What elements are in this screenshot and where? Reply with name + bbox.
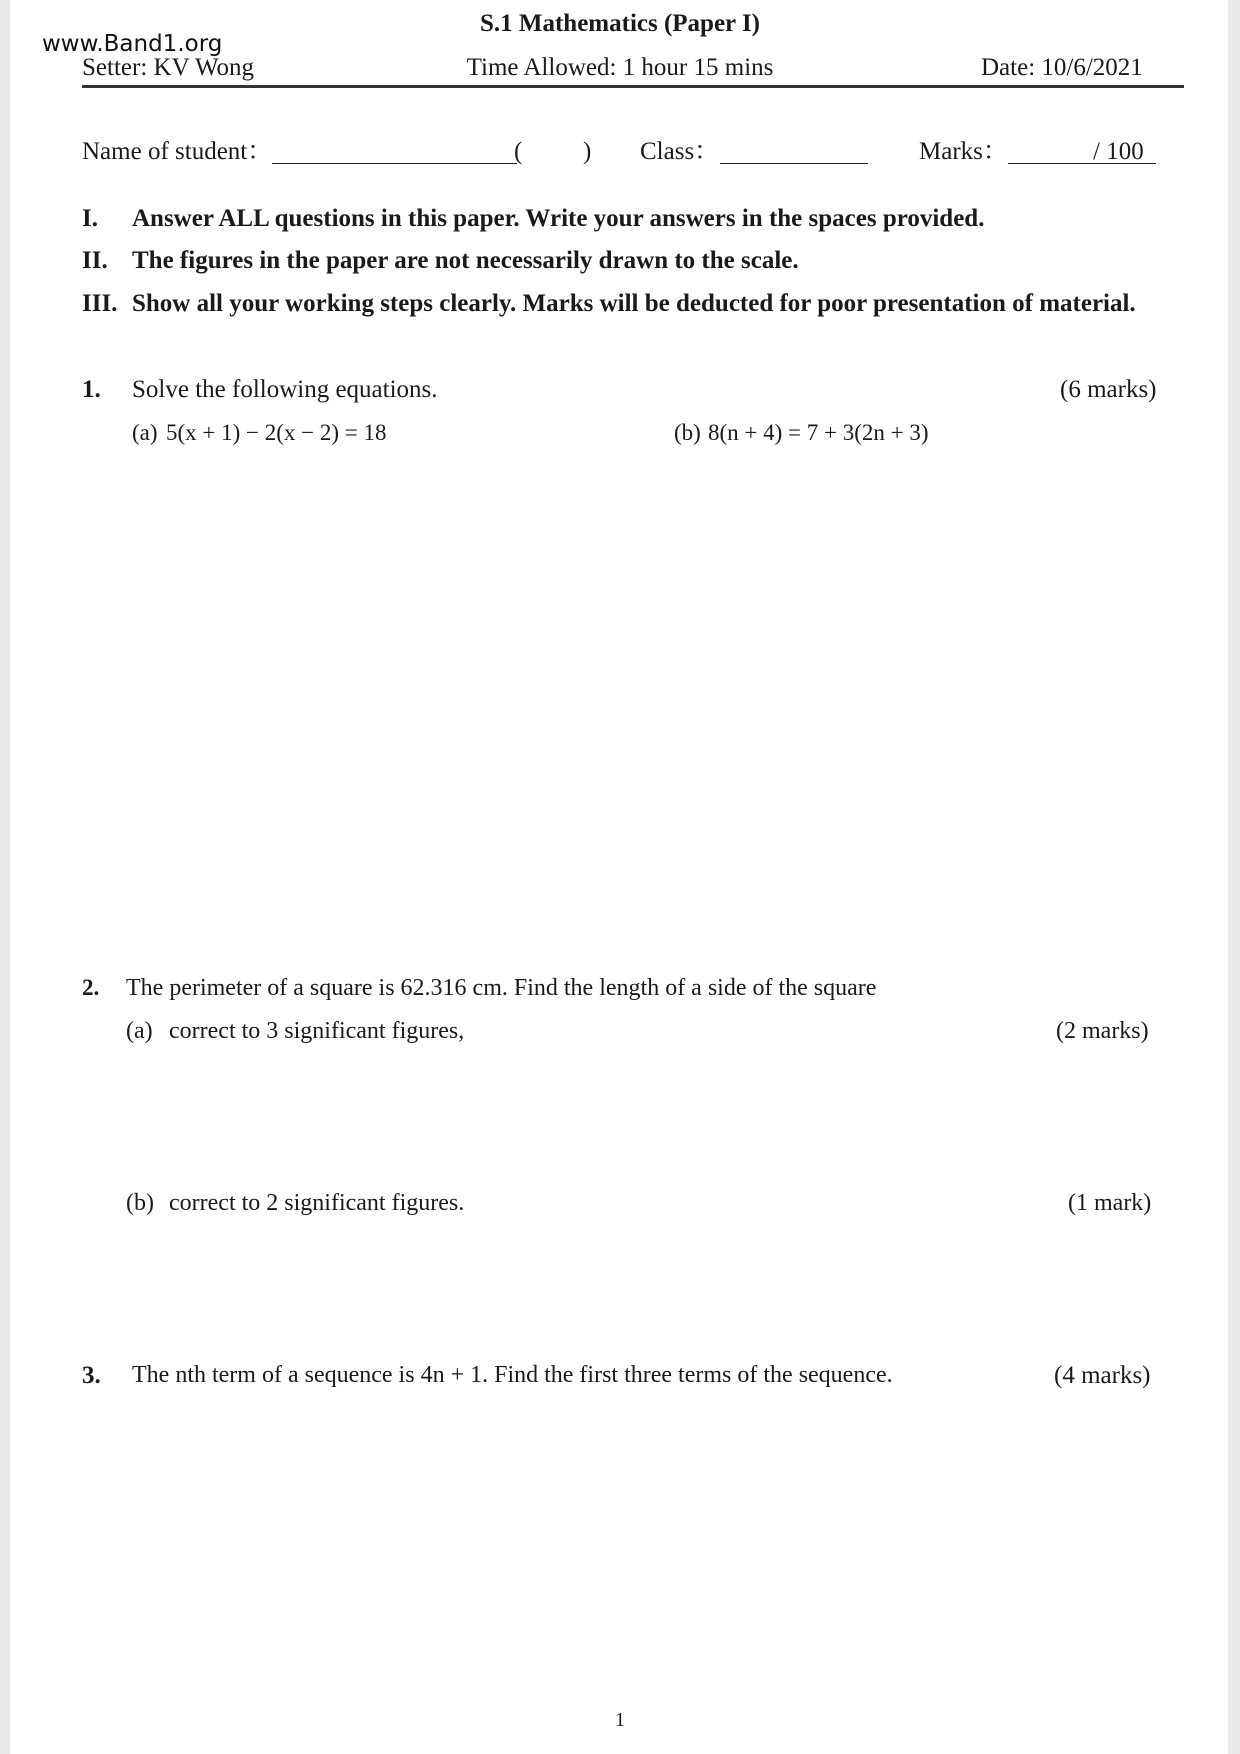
question-number: 3. bbox=[82, 1362, 101, 1389]
marks-label: Marks： bbox=[919, 138, 1008, 165]
part-label: (b) bbox=[674, 420, 701, 445]
class-label: Class： bbox=[640, 138, 720, 165]
exam-page bbox=[10, 0, 1228, 1754]
part-label: (a) bbox=[126, 1018, 153, 1044]
time-allowed: Time Allowed: 1 hour 15 mins bbox=[466, 54, 774, 81]
instruction-text: The figures in the paper are not necessarily drawn to the scale. bbox=[132, 247, 799, 274]
question-number: 2. bbox=[82, 975, 100, 1000]
part-label: (b) bbox=[126, 1190, 154, 1216]
header-divider bbox=[82, 85, 1184, 88]
instruction-num: I. bbox=[82, 205, 98, 232]
instruction-num: III. bbox=[82, 290, 118, 317]
name-field[interactable] bbox=[272, 141, 517, 164]
class-number-open: ( bbox=[514, 138, 523, 165]
paper-title: S.1 Mathematics (Paper I) bbox=[479, 10, 761, 37]
marks-total: / 100 bbox=[1093, 138, 1144, 165]
instruction-text: Show all your working steps clearly. Marks will be deducted for poor presentation of material. bbox=[132, 290, 1136, 317]
part-text: correct to 3 significant figures, bbox=[169, 1018, 465, 1044]
part-marks: (2 marks) bbox=[1056, 1018, 1149, 1044]
question-marks: (6 marks) bbox=[1060, 376, 1157, 403]
watermark: www.Band1.org bbox=[42, 31, 223, 57]
question-text: The nth term of a sequence is 4n + 1. Find the first three terms of the sequence. bbox=[132, 1362, 893, 1388]
part-label: (a) bbox=[132, 420, 158, 445]
question-marks: (4 marks) bbox=[1054, 1362, 1151, 1389]
page-number: 1 bbox=[615, 1709, 625, 1731]
part-text: correct to 2 significant figures. bbox=[169, 1190, 465, 1216]
class-number-close: ) bbox=[583, 138, 592, 165]
exam-date: Date: 10/6/2021 bbox=[981, 54, 1143, 81]
question-number: 1. bbox=[82, 376, 101, 403]
part-marks: (1 mark) bbox=[1068, 1190, 1152, 1216]
class-field[interactable] bbox=[720, 141, 868, 164]
name-label: Name of student： bbox=[82, 138, 273, 165]
equation-b: 8(n + 4) = 7 + 3(2n + 3) bbox=[708, 420, 929, 445]
setter: Setter: KV Wong bbox=[82, 54, 255, 81]
question-text: The perimeter of a square is 62.316 cm. Find the length of a side of the square bbox=[126, 975, 877, 1001]
question-text: Solve the following equations. bbox=[132, 376, 438, 403]
equation-a: 5(x + 1) − 2(x − 2) = 18 bbox=[166, 420, 387, 445]
instruction-num: II. bbox=[82, 247, 108, 274]
instruction-text: Answer ALL questions in this paper. Write your answers in the spaces provided. bbox=[132, 205, 985, 232]
